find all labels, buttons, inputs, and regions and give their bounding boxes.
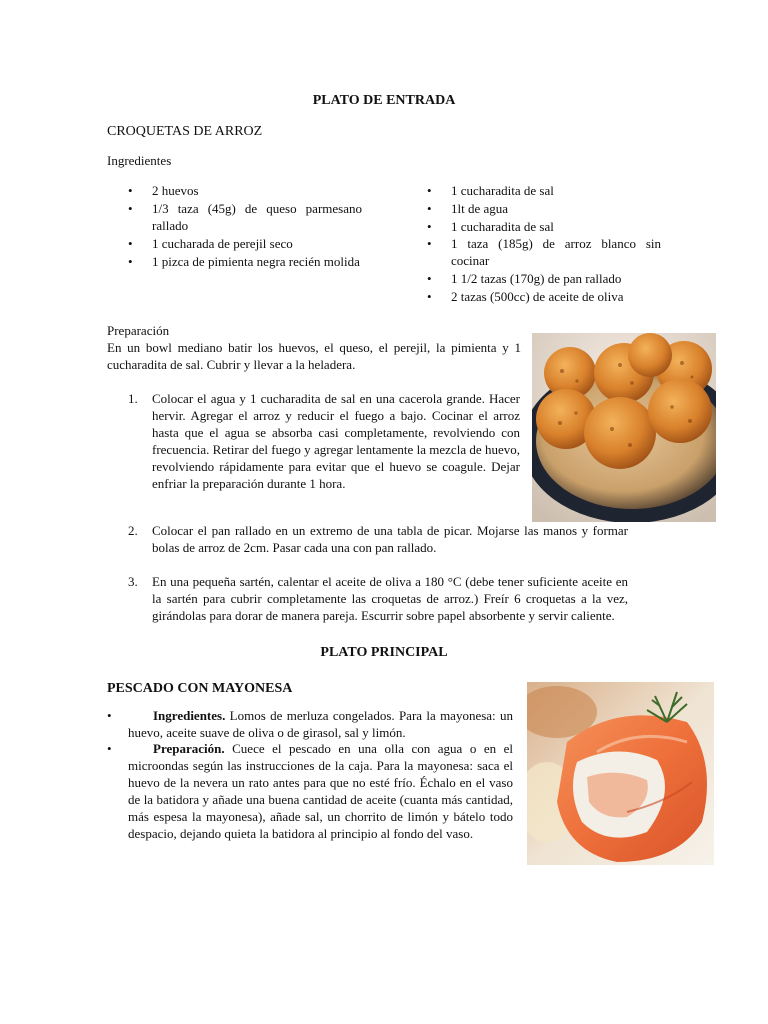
bullet: •	[427, 201, 432, 216]
step-text: Colocar el agua y 1 cucharadita de sal en una cacerola grande. Hacer hervir. Agregar el arroz y reducir el fuego a bajo. Cocinar el arroz hasta que el agua se absorba casi completamente, revolviendo con frecuencia. Retirar del fuego y agregar lentamente la mezcla de huevo, revolviendo rápidamente para evitar que el huevo se coagule. Dejar enfriar la preparación durante 1 hora.	[152, 391, 520, 491]
list-item	[427, 288, 661, 305]
step-item	[128, 573, 628, 624]
ingredient-text: 2 tazas (500cc) de aceite de oliva	[451, 289, 624, 304]
ingredients-label: Ingredientes	[107, 153, 172, 168]
step-item	[128, 390, 520, 492]
ingredient-text: 1 taza (185g) de arroz blanco sin cocinar	[451, 236, 661, 268]
list-item	[128, 253, 362, 270]
recipe-title-croquetas: CROQUETAS DE ARROZ	[107, 124, 263, 139]
section-title-entrada: PLATO DE ENTRADA	[312, 93, 456, 108]
ingredient-text: 1 cucharadita de sal	[451, 219, 554, 234]
list-item	[107, 740, 513, 842]
list-item	[107, 707, 513, 741]
step-number: 3.	[128, 574, 138, 589]
item-label: Preparación.	[153, 741, 225, 756]
recipe-title-pescado: PESCADO CON MAYONESA	[107, 681, 293, 696]
item-label: Ingredientes.	[153, 708, 226, 723]
bullet: •	[128, 183, 133, 198]
list-item	[427, 200, 661, 217]
ingredient-text: 1/3 taza (45g) de queso parmesano rallado	[152, 201, 362, 233]
bullet: •	[427, 289, 432, 304]
list-item	[128, 235, 362, 252]
bullet: •	[427, 236, 432, 251]
item-body: Cuece el pescado en una olla con agua o en el microondas según las instrucciones de la caja. Para la mayonesa: saca el huevo de la nevera un rato antes para que no esté frío. Échalo en el vaso de la batidora y añade una buena cantidad de aceite (cuanta más cantidad, más espesa la mayonesa), añade sal, un chorrito de limón y bátelo todo despacio, dejando quieta la batidora al principio al fondo del vaso.	[128, 741, 513, 841]
bullet: •	[427, 219, 432, 234]
item-text	[128, 740, 513, 842]
list-item	[128, 200, 362, 234]
section-title-principal: PLATO PRINCIPAL	[320, 645, 448, 660]
bullet: •	[427, 271, 432, 286]
list-item	[427, 182, 661, 199]
ingredient-text: 1 1/2 tazas (170g) de pan rallado	[451, 271, 622, 286]
ingredient-text: 1lt de agua	[451, 201, 509, 216]
item-text	[128, 707, 513, 741]
step-text: Colocar el pan rallado en un extremo de una tabla de picar. Mojarse las manos y formar bolas de arroz de 2cm. Pasar cada una con pan rallado.	[152, 523, 628, 555]
list-item	[427, 235, 661, 269]
prep-intro: En un bowl mediano batir los huevos, el queso, el perejil, la pimienta y 1 cucharadita de sal. Cubrir y llevar a la heladera.	[107, 340, 521, 372]
bullet: •	[107, 708, 112, 723]
bullet: •	[427, 183, 432, 198]
bullet: •	[107, 741, 112, 756]
list-item	[427, 270, 661, 287]
bullet: •	[128, 254, 133, 269]
bullet: •	[128, 201, 133, 216]
step-number: 2.	[128, 523, 138, 538]
bullet: •	[128, 236, 133, 251]
step-item	[128, 522, 628, 556]
ingredient-text: 2 huevos	[152, 183, 199, 198]
list-item	[128, 182, 362, 199]
item-body: Lomos de merluza congelados. Para la mayonesa: un huevo, aceite suave de oliva o de girasol, sal y limón.	[128, 708, 513, 740]
list-item	[427, 218, 661, 235]
ingredient-text: 1 cucharadita de sal	[451, 183, 554, 198]
salmon-roll-photo	[527, 682, 714, 865]
ingredient-text: 1 cucharada de perejil seco	[152, 236, 293, 251]
prep-label: Preparación	[107, 323, 170, 338]
step-number: 1.	[128, 391, 138, 406]
step-text: En una pequeña sartén, calentar el aceite de oliva a 180 °C (debe tener suficiente aceite en la sartén para cubrir completamente las croquetas de arroz.) Freír 6 croquetas a la vez, girándolas para dorar de manera pareja. Escurrir sobre papel absorbente y servir caliente.	[152, 574, 628, 623]
croquetas-photo	[532, 333, 716, 522]
ingredient-text: 1 pizca de pimienta negra recién molida	[152, 254, 360, 269]
